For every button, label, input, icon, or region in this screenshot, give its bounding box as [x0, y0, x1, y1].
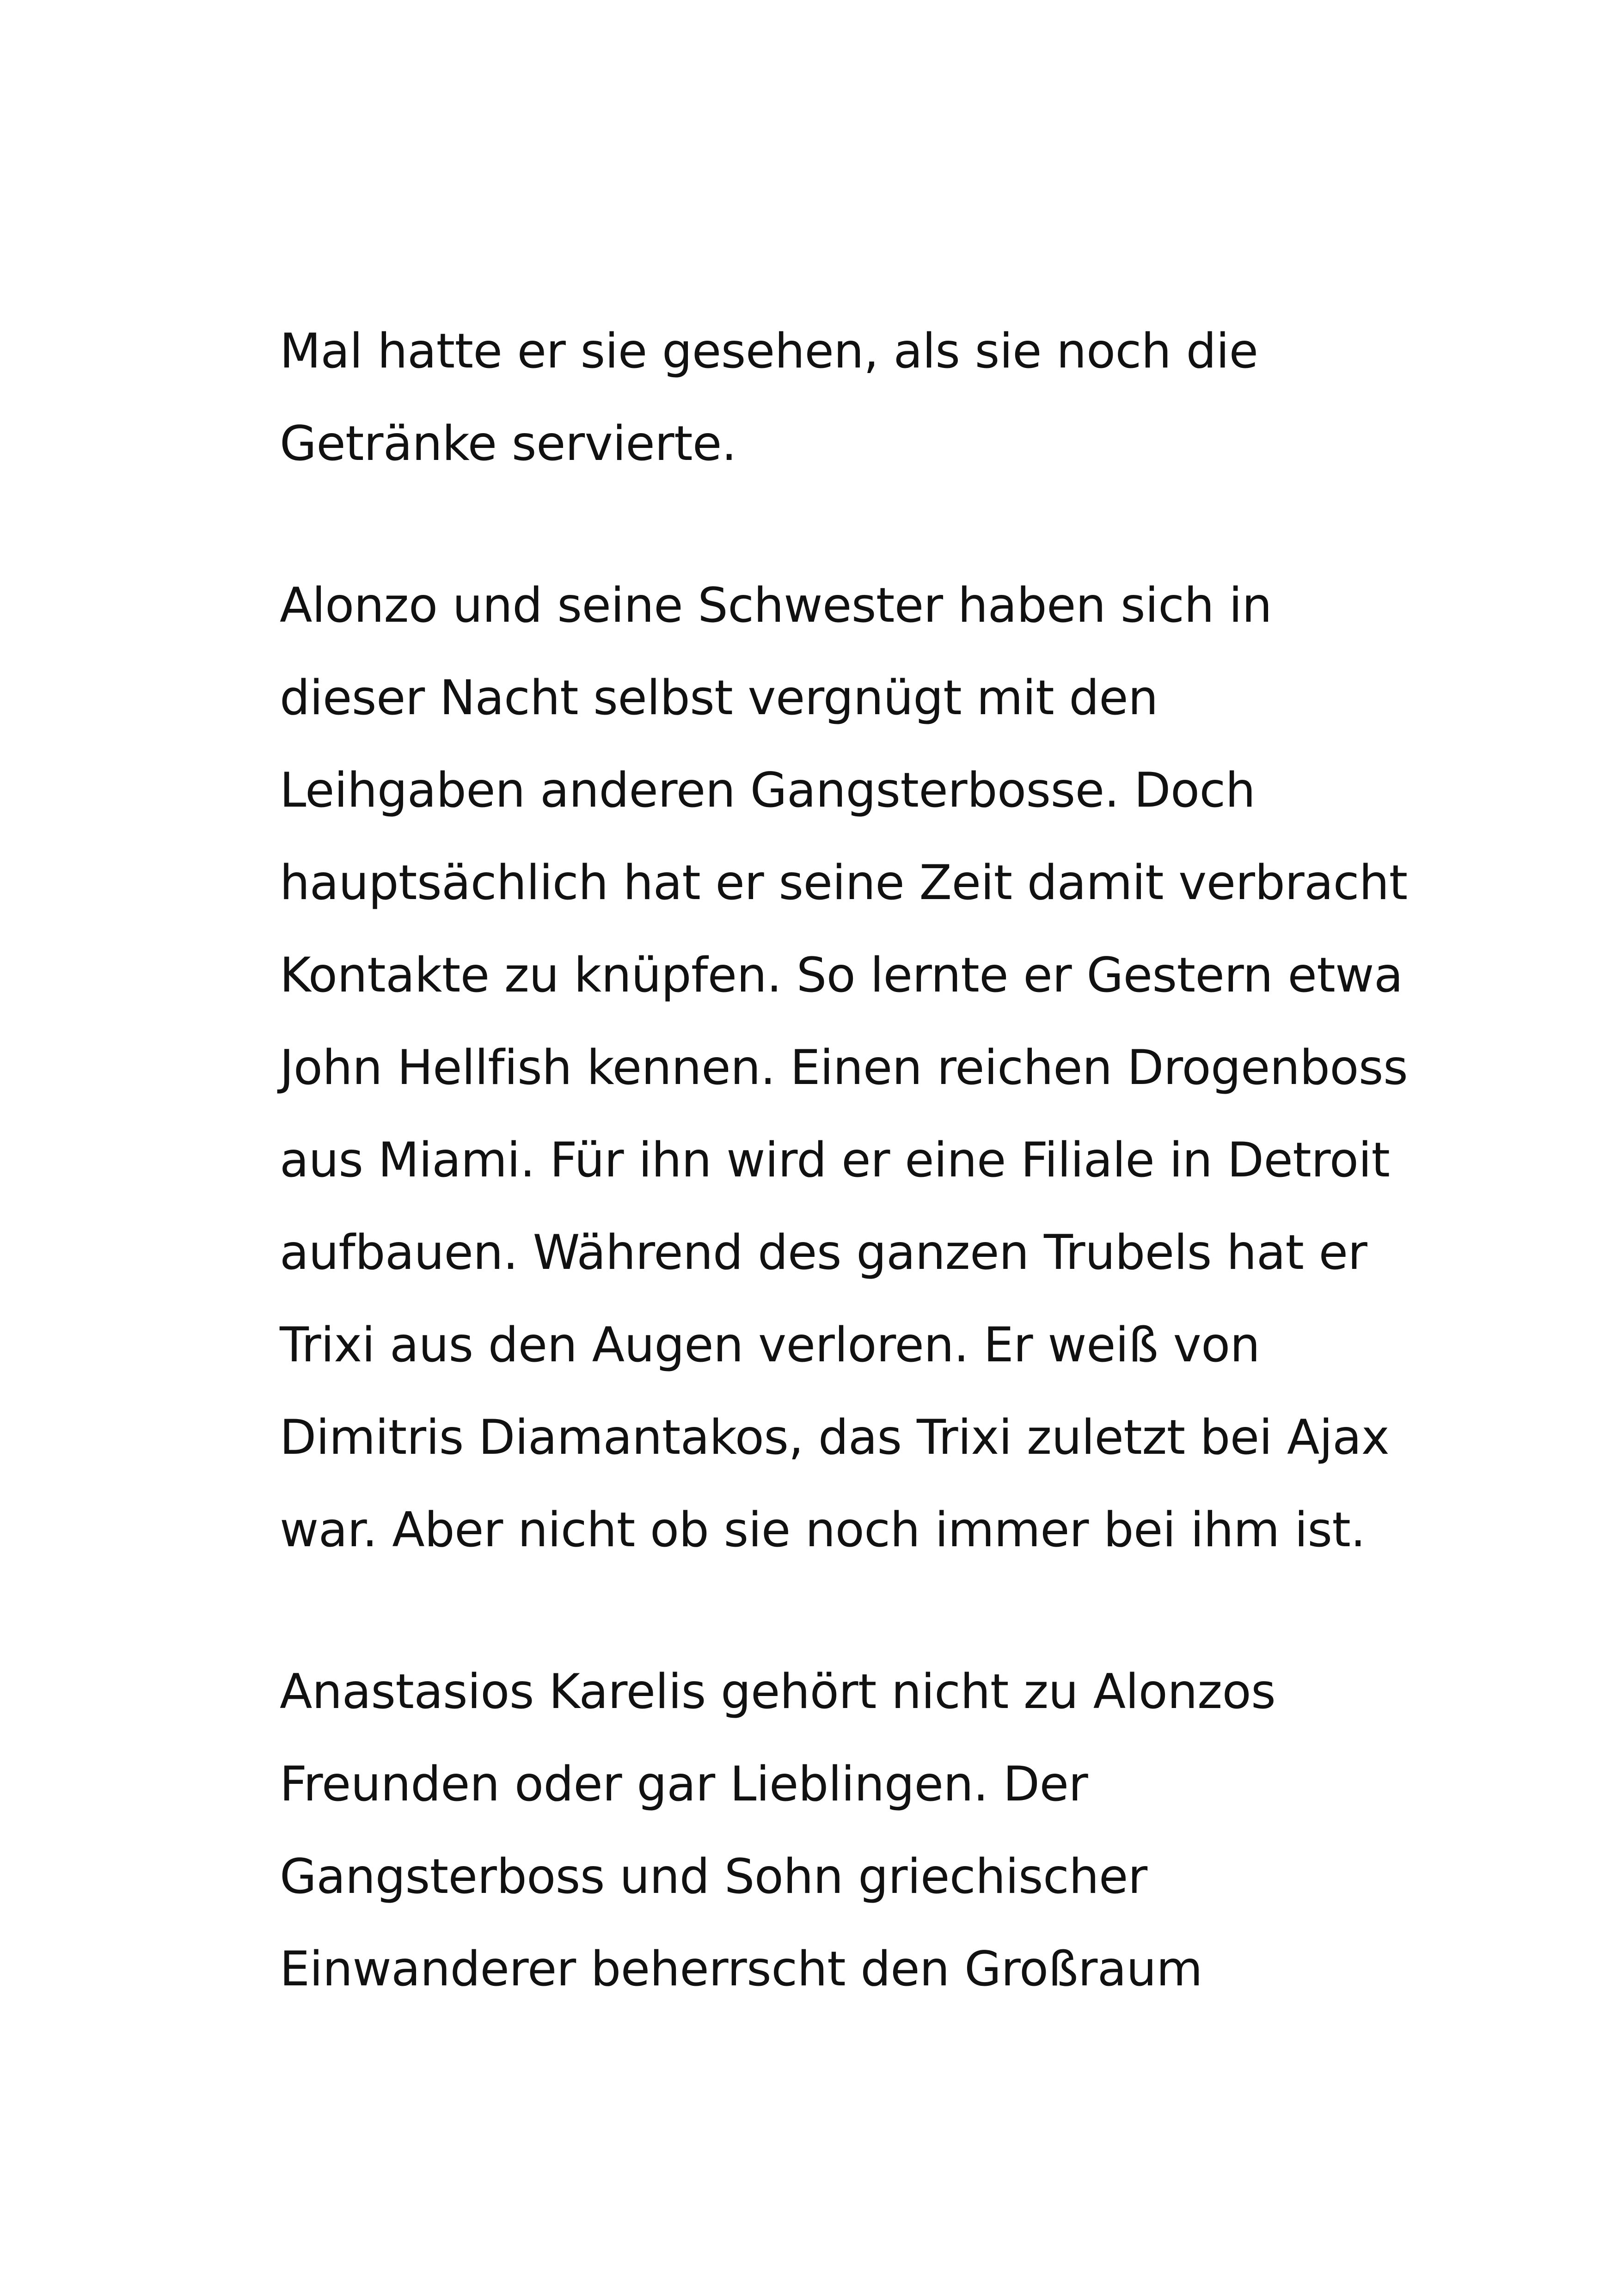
- text-line: hauptsächlich hat er seine Zeit damit verbracht: [280, 855, 1408, 911]
- text-line: war. Aber nicht ob sie noch immer bei ihm ist.: [280, 1502, 1366, 1558]
- text-line: Anastasios Karelis gehört nicht zu Alonzos: [280, 1664, 1276, 1720]
- text-line: Kontakte zu knüpfen. So lernte er Gestern etwa: [280, 948, 1403, 1003]
- text-line: Trixi aus den Augen verloren. Er weiß von: [280, 1317, 1260, 1373]
- text-line: John Hellfish kennen. Einen reichen Drogenboss: [280, 1040, 1408, 1096]
- text-line: Getränke servierte.: [280, 416, 737, 471]
- paragraph-3: [280, 1646, 1389, 2015]
- paragraph-2: [280, 559, 1408, 1576]
- text-line: Alonzo und seine Schwester haben sich in: [280, 578, 1272, 633]
- text-line: aufbauen. Während des ganzen Trubels hat er: [280, 1225, 1367, 1280]
- text-line: aus Miami. Für ihn wird er eine Filiale in Detroit: [280, 1133, 1390, 1188]
- paragraph-1: [280, 305, 1389, 490]
- text-line: Dimitris Diamantakos, das Trixi zuletzt bei Ajax: [280, 1410, 1390, 1465]
- text-line: Leihgaben anderen Gangsterbosse. Doch: [280, 763, 1256, 818]
- paragraph-spacer: [280, 490, 1389, 559]
- text-line: Gangsterboss und Sohn griechischer: [280, 1849, 1147, 1904]
- text-line: dieser Nacht selbst vergnügt mit den: [280, 670, 1158, 726]
- text-line: Einwanderer beherrscht den Großraum: [280, 1941, 1203, 1997]
- text-line: Freunden oder gar Lieblingen. Der: [280, 1757, 1088, 1812]
- paragraph-spacer: [280, 1576, 1389, 1646]
- body-text: [280, 305, 1408, 2015]
- text-line: Mal hatte er sie gesehen, als sie noch die: [280, 324, 1258, 379]
